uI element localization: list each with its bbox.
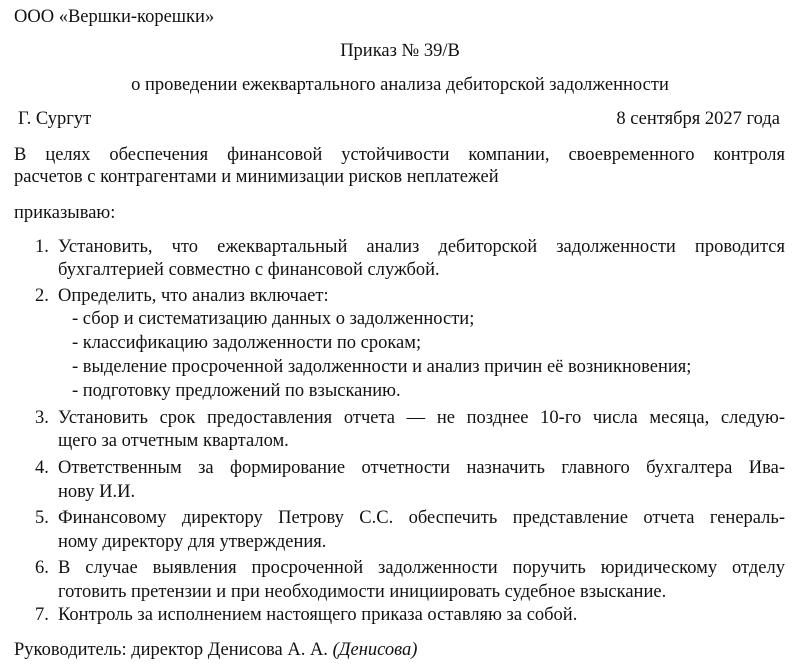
item-line: Определить, что анализ включает:: [58, 286, 329, 306]
item-line: готовить претензии и при необходимости инициировать судебное взыскание.: [58, 582, 667, 602]
signature-label: Руководитель: директор Денисова А. А.: [14, 640, 328, 660]
item-line: бухгалтерией совместно с финансовой службой.: [58, 260, 440, 280]
item-line: Финансовому директору Петрову С.С. обеспечить представление отчета генераль-: [58, 508, 785, 528]
organization-name: ООО «Вершки-корешки»: [14, 7, 215, 27]
order-word: приказываю:: [14, 203, 116, 223]
item-number: 4.: [35, 458, 49, 478]
item-line: Ответственным за формирование отчетности назначить главного бухгалтера Ива-: [58, 458, 785, 478]
order-date: 8 сентября 2027 года: [616, 109, 780, 129]
sub-item: - классификацию задолженности по срокам;: [72, 333, 422, 353]
sub-item: - подготовку предложений по взысканию.: [72, 381, 401, 401]
sub-item: - сбор и систематизацию данных о задолженности;: [72, 309, 475, 329]
item-line: нову И.И.: [58, 482, 136, 502]
order-subject: о проведении ежеквартального анализа дебиторской задолженности: [131, 75, 669, 95]
preamble-line: расчетов с контрагентами и минимизации рисков неплатежей: [14, 167, 499, 187]
sub-item: - выделение просроченной задолженности и анализ причин её возникновения;: [72, 357, 692, 377]
item-line: Контроль за исполнением настоящего приказа оставляю за собой.: [58, 605, 578, 625]
item-number: 6.: [35, 558, 49, 578]
preamble-line: В целях обеспечения финансовой устойчивости компании, своевременного контроля: [14, 145, 785, 165]
handwritten-signature: (Денисова): [332, 640, 418, 660]
order-title: Приказ № 39/В: [340, 41, 460, 61]
item-line: В случае выявления просроченной задолженности поручить юридическому отделу: [58, 558, 785, 578]
item-line: Установить срок предоставления отчета — не позднее 10-го числа месяца, следую-: [58, 408, 785, 428]
item-number: 2.: [35, 286, 49, 306]
item-number: 3.: [35, 408, 49, 428]
item-number: 5.: [35, 508, 49, 528]
item-number: 7.: [35, 605, 49, 625]
city: Г. Сургут: [18, 109, 92, 129]
signature-line: [14, 639, 417, 661]
item-line: Установить, что ежеквартальный анализ дебиторской задолженности проводится: [58, 237, 785, 257]
item-line: ному директору для утверждения.: [58, 532, 327, 552]
item-line: щего за отчетным кварталом.: [58, 431, 289, 451]
item-number: 1.: [35, 237, 49, 257]
